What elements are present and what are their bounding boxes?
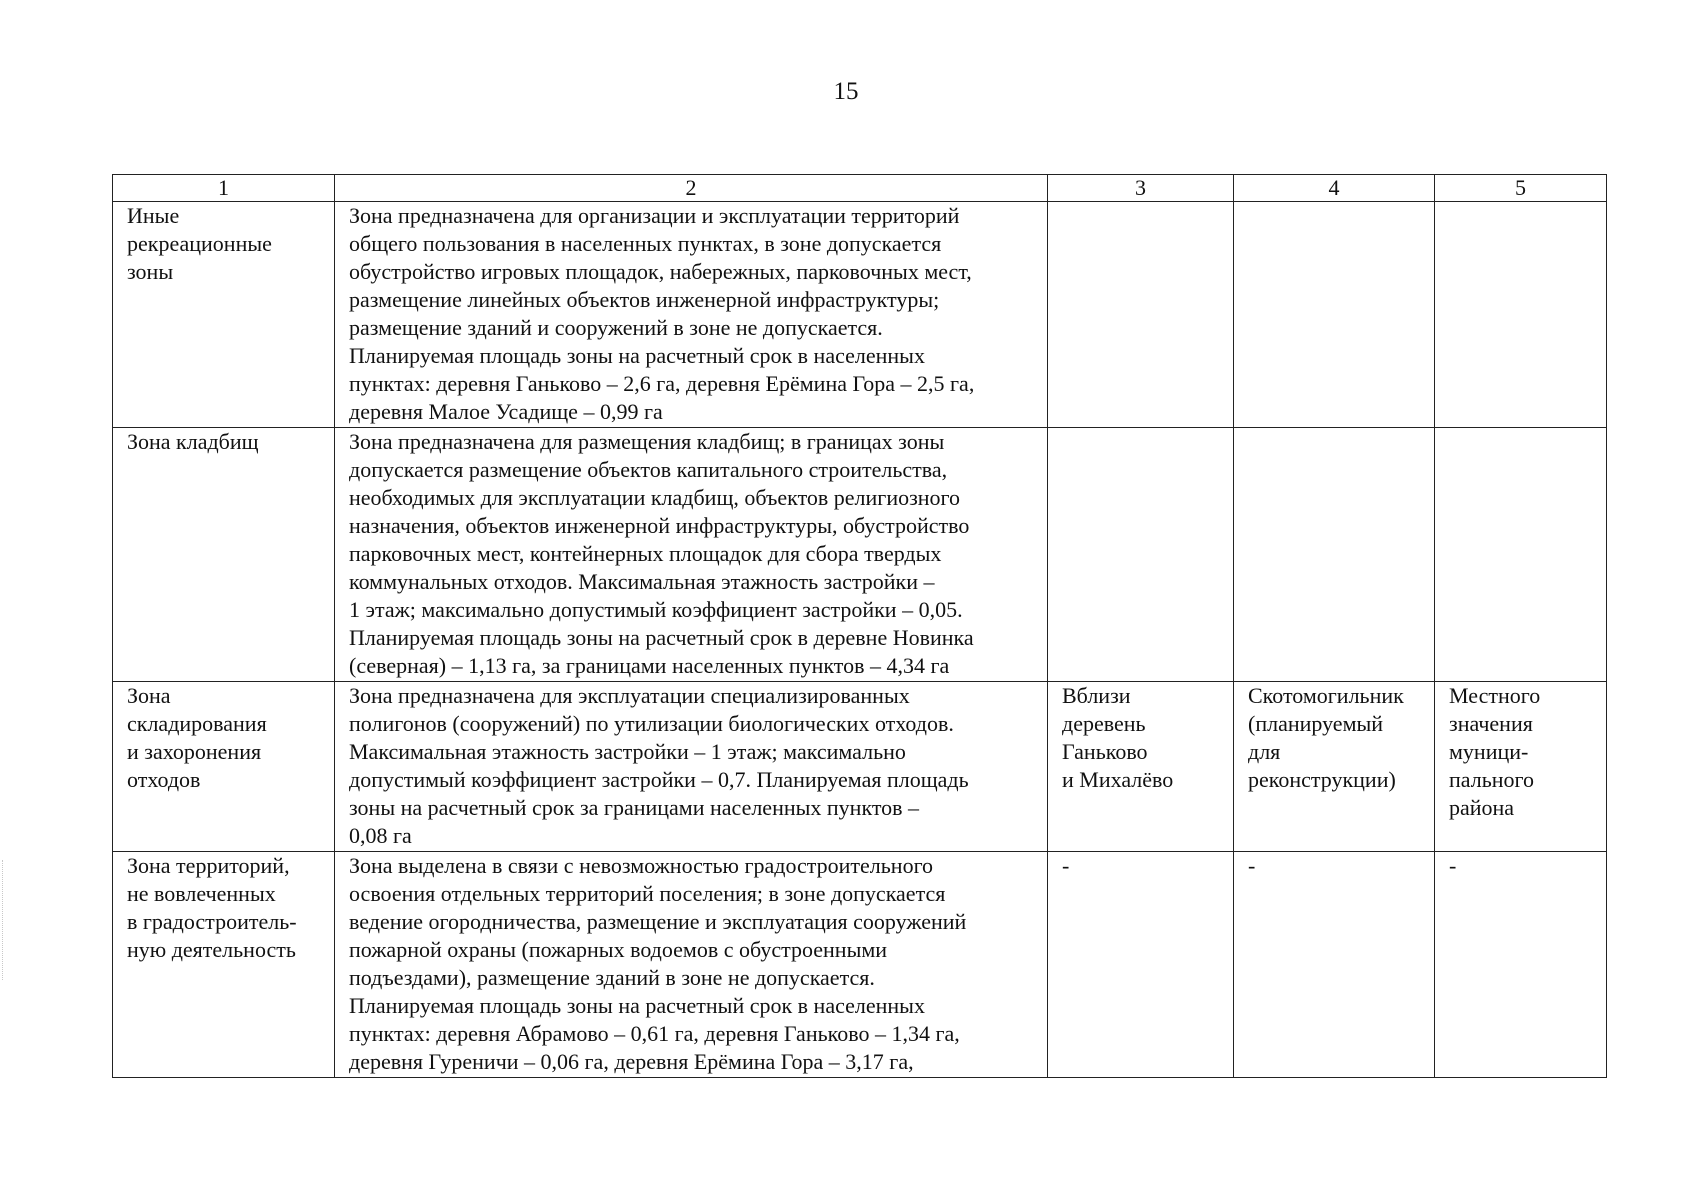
table-row [113, 202, 1607, 428]
zone-name-cell: Зона кладбищ [113, 428, 335, 682]
column-header-5: 5 [1435, 175, 1607, 202]
zone-significance-cell [1435, 428, 1607, 682]
zone-name-cell: Иные рекреационные зоны [113, 202, 335, 428]
zone-location-cell [1048, 202, 1234, 428]
zone-description-cell: Зона выделена в связи с невозможностью градостроительного освоения отдельных территорий поселения; в зоне допускается ведение огородничества, размещение и эксплуатация сооружений пожарной охраны (пожарных водоемов с обустроенными подъездами), размещение зданий в зоне не допускается. Планируемая площадь зоны на расчетный срок в населенных пунктах: деревня Абрамово – 0,61 га, деревня Ганьково – 1,34 га, деревня Гуреничи – 0,06 га, деревня Ерёмина Гора – 3,17 га, [335, 852, 1048, 1078]
zone-description-cell: Зона предназначена для организации и эксплуатации территорий общего пользования в населенных пунктах, в зоне допускается обустройство игровых площадок, набережных, парковочных мест, размещение линейных объектов инженерной инфраструктуры; размещение зданий и сооружений в зоне не допускается. Планируемая площадь зоны на расчетный срок в населенных пунктах: деревня Ганьково – 2,6 га, деревня Ерёмина Гора – 2,5 га, деревня Малое Усадище – 0,99 га [335, 202, 1048, 428]
zone-significance-cell [1435, 202, 1607, 428]
zone-object-cell: - [1234, 852, 1435, 1078]
zone-location-cell [1048, 428, 1234, 682]
table-row [113, 682, 1607, 852]
zone-significance-cell: Местного значения муници- пального района [1435, 682, 1607, 852]
scan-artifact [2, 860, 5, 980]
zone-object-cell [1234, 428, 1435, 682]
zones-table [112, 174, 1607, 1078]
zone-name-cell: Зона территорий, не вовлеченных в градостроитель- ную деятельность [113, 852, 335, 1078]
zone-name-cell: Зона складирования и захоронения отходов [113, 682, 335, 852]
table-header-row [113, 175, 1607, 202]
page-number: 15 [833, 78, 859, 105]
table-row [113, 852, 1607, 1078]
column-header-4: 4 [1234, 175, 1435, 202]
column-header-2: 2 [335, 175, 1048, 202]
zone-description-cell: Зона предназначена для размещения кладбищ; в границах зоны допускается размещение объектов капитального строительства, необходимых для эксплуатации кладбищ, объектов религиозного назначения, объектов инженерной инфраструктуры, обустройство парковочных мест, контейнерных площадок для сбора твердых коммунальных отходов. Максимальная этажность застройки – 1 этаж; максимально допустимый коэффициент застройки – 0,05. Планируемая площадь зоны на расчетный срок в деревне Новинка (северная) – 1,13 га, за границами населенных пунктов – 4,34 га [335, 428, 1048, 682]
table-row [113, 428, 1607, 682]
column-header-1: 1 [113, 175, 335, 202]
zone-description-cell: Зона предназначена для эксплуатации специализированных полигонов (сооружений) по утилизации биологических отходов. Максимальная этажность застройки – 1 этаж; максимально допустимый коэффициент застройки – 0,7. Планируемая площадь зоны на расчетный срок за границами населенных пунктов – 0,08 га [335, 682, 1048, 852]
zone-location-cell: - [1048, 852, 1234, 1078]
zone-significance-cell: - [1435, 852, 1607, 1078]
zone-object-cell: Скотомогильник (планируемый для реконструкции) [1234, 682, 1435, 852]
zone-object-cell [1234, 202, 1435, 428]
column-header-3: 3 [1048, 175, 1234, 202]
zone-location-cell: Вблизи деревень Ганьково и Михалёво [1048, 682, 1234, 852]
